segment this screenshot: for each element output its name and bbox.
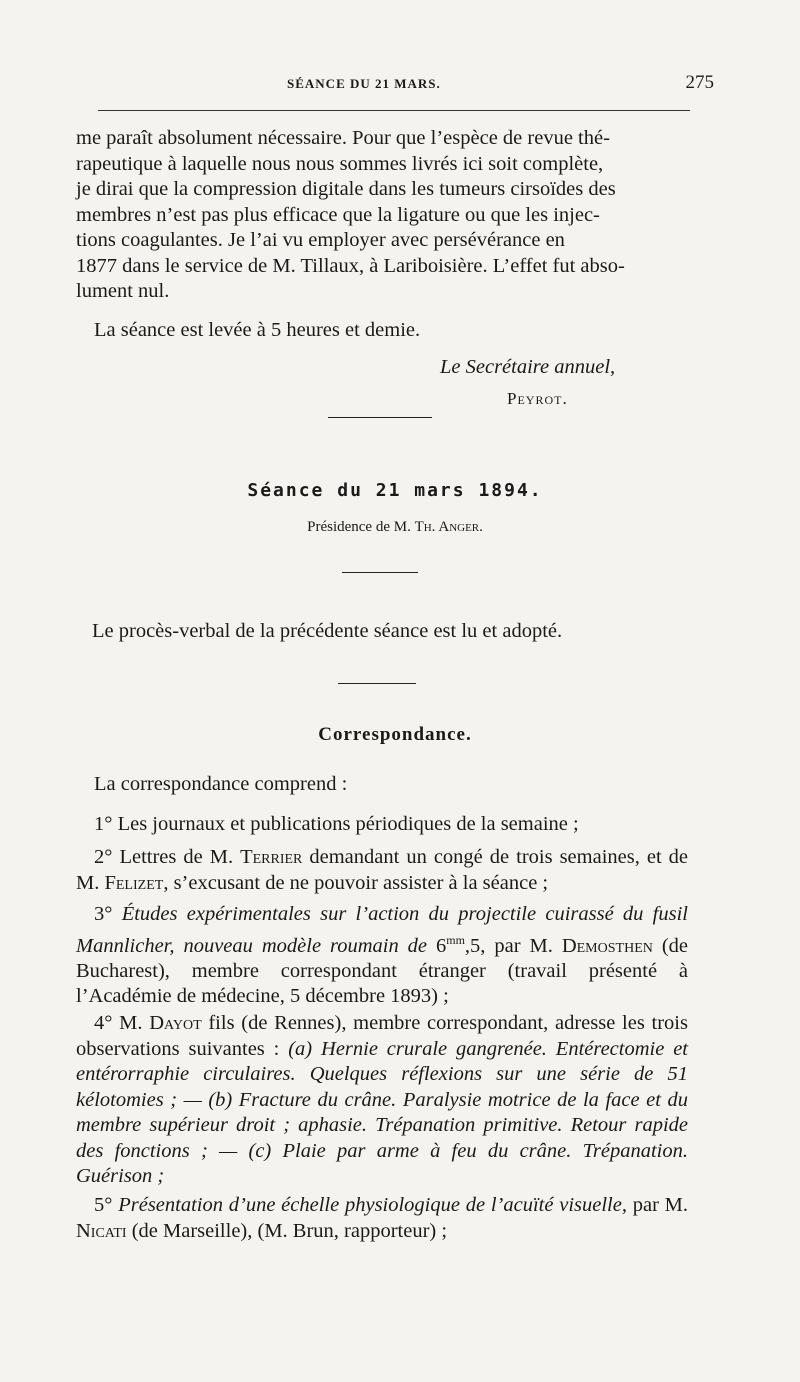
title-etudes: Études expérimentales sur l’action du projectile cuirassé du fusil Mannlicher, nouveau modèle roumain de bbox=[76, 903, 688, 957]
president-name: Th. Anger. bbox=[414, 519, 483, 535]
correspondance-item-4: 4° M. Dayot fils (de Rennes), membre correspondant, adresse les trois observations suivantes : (a) Hernie crurale gangrenée. Entérectomie et entérorraphie circulaires. Quelques réflexions sur une série de 51 kélotomies ; — (b) Fracture du crâne. Paralysie motrice de la face et du membre supérieur droit ; aphasie. Trépanation primitive. Retour rapide des fonctions ; — (c) Plaie par arme à feu du crâne. Trépanation. Guérison ; bbox=[76, 1012, 688, 1187]
signature-name: Peyrot. bbox=[507, 389, 568, 408]
correspondance-title: Correspondance. bbox=[318, 724, 472, 745]
name-felizet: Felizet bbox=[104, 871, 164, 894]
seance-levee: La séance est levée à 5 heures et demie. bbox=[94, 319, 421, 341]
closing-line: membres n’est pas plus efficace que la ligature ou que les injec- bbox=[76, 203, 600, 226]
correspondance-intro: La correspondance comprend : bbox=[94, 773, 348, 795]
correspondance-item-1: 1° Les journaux et publications périodiques de la semaine ; bbox=[94, 813, 579, 835]
header-rule bbox=[98, 110, 690, 111]
closing-line: tions coagulantes. Je l’ai vu employer avec persévérance en bbox=[76, 229, 565, 251]
presidence-prefix: Présidence de M. bbox=[307, 519, 415, 535]
observations: (a) Hernie crurale gangrenée. Entérectomie et entérorraphie circulaires. Quelques réflexions sur une série de 51 kélotomies ; — (b) Fracture du crâne. Paralysie motrice de la face et du membre supérieur droit ; aphasie. Trépanation primitive. Retour rapide des fonctions ; — (c) Plaie par arme à feu du crâne. Trépanation. Guérison ; bbox=[76, 1037, 688, 1187]
name-demosthen: Demosthen bbox=[561, 934, 653, 957]
closing-line: rapeutique à laquelle nous nous sommes livrés ici soit complète, bbox=[76, 152, 604, 175]
name-terrier: Terrier bbox=[240, 846, 303, 868]
proces-verbal: Le procès-verbal de la précédente séance est lu et adopté. bbox=[92, 620, 563, 642]
running-title: SÉANCE DU 21 MARS. bbox=[287, 76, 441, 91]
signature-role: Le Secrétaire annuel, bbox=[440, 356, 616, 378]
closing-line: lument nul. bbox=[76, 280, 170, 302]
section-divider bbox=[338, 683, 416, 684]
name-nicati: Nicati bbox=[76, 1219, 127, 1242]
presidence bbox=[0, 519, 790, 536]
closing-paragraph bbox=[76, 126, 696, 305]
closing-line: 1877 dans le service de M. Tillaux, à Lariboisière. L’effet fut abso- bbox=[76, 254, 625, 277]
seance-title: Séance du 21 mars 1894. bbox=[247, 480, 543, 501]
closing-line: je dirai que la compression digitale dans les tumeurs cirsoïdes des bbox=[76, 178, 616, 200]
correspondance-item-5: 5° Présentation d’une échelle physiologique de l’acuïté visuelle, par M. Nicati (de Marseille), (M. Brun, rapporteur) ; bbox=[76, 1194, 689, 1242]
section-divider bbox=[342, 572, 418, 573]
name-dayot: Dayot bbox=[149, 1012, 202, 1034]
closing-line: me paraît absolument nécessaire. Pour que l’espèce de revue thé- bbox=[76, 127, 610, 149]
correspondance-item-2: 2° Lettres de M. Terrier demandant un congé de trois semaines, et de M. Felizet, s’excusant de ne pouvoir assister à la séance ; bbox=[76, 846, 688, 894]
page-number: 275 bbox=[685, 72, 714, 93]
section-divider bbox=[328, 417, 432, 418]
title-echelle: Présentation d’une échelle physiologique de l’acuïté visuelle, bbox=[118, 1194, 627, 1216]
correspondance-item-3: 3° Études expérimentales sur l’action du projectile cuirassé du fusil Mannlicher, nouveau modèle roumain de $6^{mm},5$, par M. Demosthen (de Bucharest), membre correspondant étranger (travail présenté à l’Académie de médecine, 5 décembre 1893) ; bbox=[76, 903, 688, 1008]
